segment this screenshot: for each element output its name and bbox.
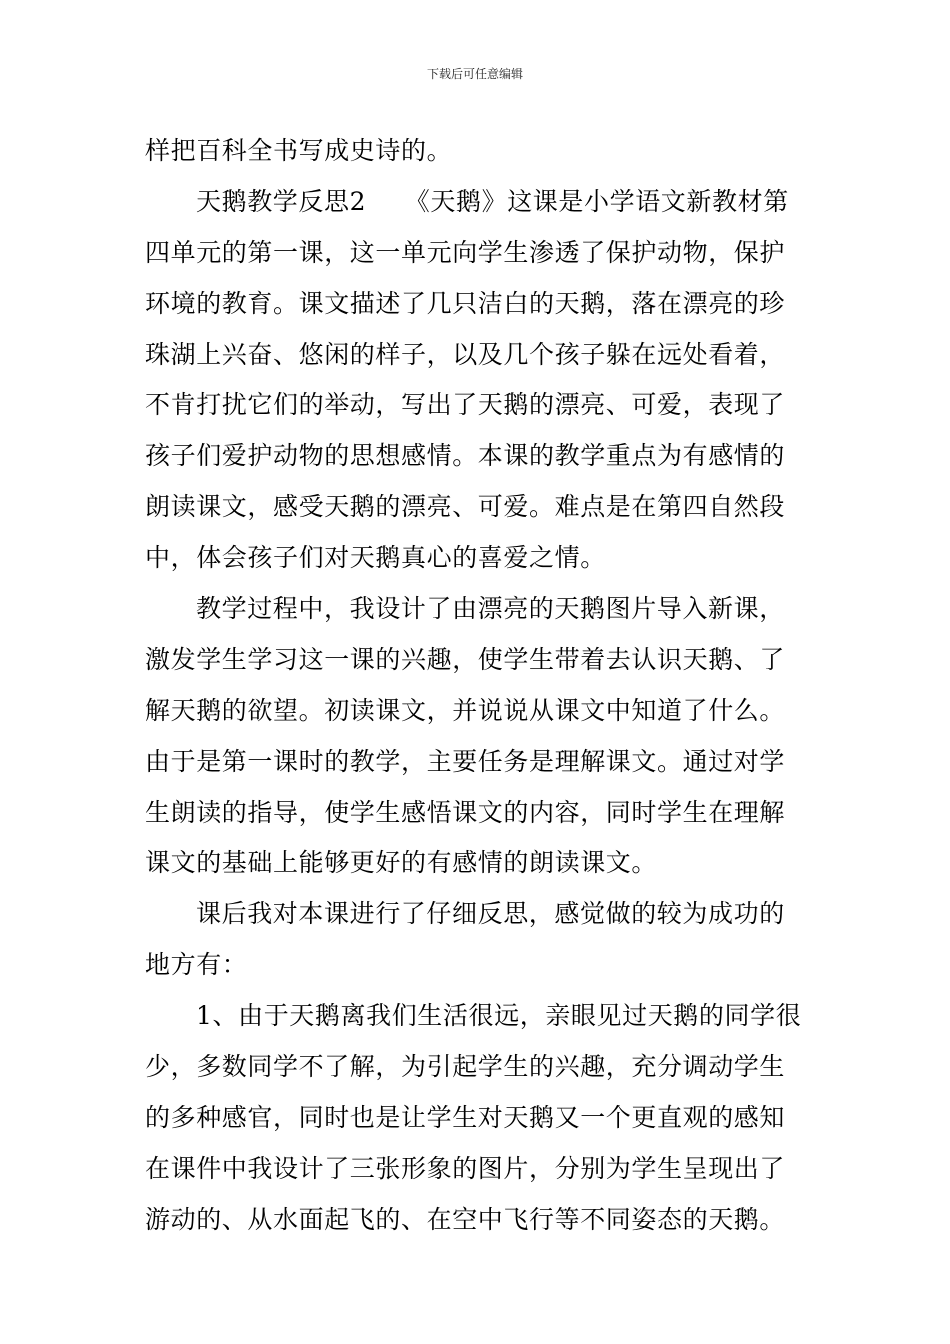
text-line: 课文的基础上能够更好的有感情的朗读课文。 bbox=[145, 848, 658, 878]
document-body bbox=[145, 126, 809, 1246]
text-line: 生朗读的指导，使学生感悟课文的内容，同时学生在理解 bbox=[145, 797, 786, 827]
text-line: 少，多数同学不了解，为引起学生的兴趣，充分调动学生 bbox=[145, 1052, 786, 1082]
text-line: 孩子们爱护动物的思想感情。本课的教学重点为有感情的 bbox=[145, 441, 786, 471]
text-line: 样把百科全书写成史诗的。 bbox=[145, 136, 453, 165]
text-line: 由于是第一课时的教学，主要任务是理解课文。通过对学 bbox=[145, 746, 786, 776]
text-line: 激发学生学习这一课的兴趣，使学生带着去认识天鹅、了 bbox=[145, 644, 786, 674]
text-line: 1、由于天鹅离我们生活很远，亲眼见过天鹅的同学很 bbox=[196, 1001, 802, 1031]
text-line: 中，体会孩子们对天鹅真心的喜爱之情。 bbox=[145, 543, 606, 573]
text-line: 天鹅教学反思2 《天鹅》这课是小学语文新教材第 bbox=[196, 186, 789, 216]
text-line: 四单元的第一课，这一单元向学生渗透了保护动物，保护 bbox=[145, 237, 786, 267]
text-line: 环境的教育。课文描述了几只洁白的天鹅，落在漂亮的珍 bbox=[145, 288, 786, 318]
text-line: 课后我对本课进行了仔细反思，感觉做的较为成功的 bbox=[196, 899, 785, 929]
text-line: 的多种感官，同时也是让学生对天鹅又一个更直观的感知 bbox=[145, 1102, 786, 1132]
text-line: 游动的、从水面起飞的、在空中飞行等不同姿态的天鹅。 bbox=[145, 1204, 786, 1234]
text-line: 在课件中我设计了三张形象的图片，分别为学生呈现出了 bbox=[145, 1153, 786, 1183]
text-line: 珠湖上兴奋、悠闲的样子，以及几个孩子躲在远处看着， bbox=[145, 339, 786, 369]
text-line: 解天鹅的欲望。初读课文，并说说从课文中知道了什么。 bbox=[145, 695, 786, 725]
text-line: 朗读课文，感受天鹅的漂亮、可爱。难点是在第四自然段 bbox=[145, 492, 786, 522]
text-line: 不肯打扰它们的举动，写出了天鹅的漂亮、可爱，表现了 bbox=[145, 390, 786, 420]
text-line: 教学过程中，我设计了由漂亮的天鹅图片导入新课， bbox=[196, 594, 785, 624]
page-header-note: 下载后可任意编辑 bbox=[426, 67, 523, 81]
text-line: 地方有： bbox=[145, 950, 248, 980]
